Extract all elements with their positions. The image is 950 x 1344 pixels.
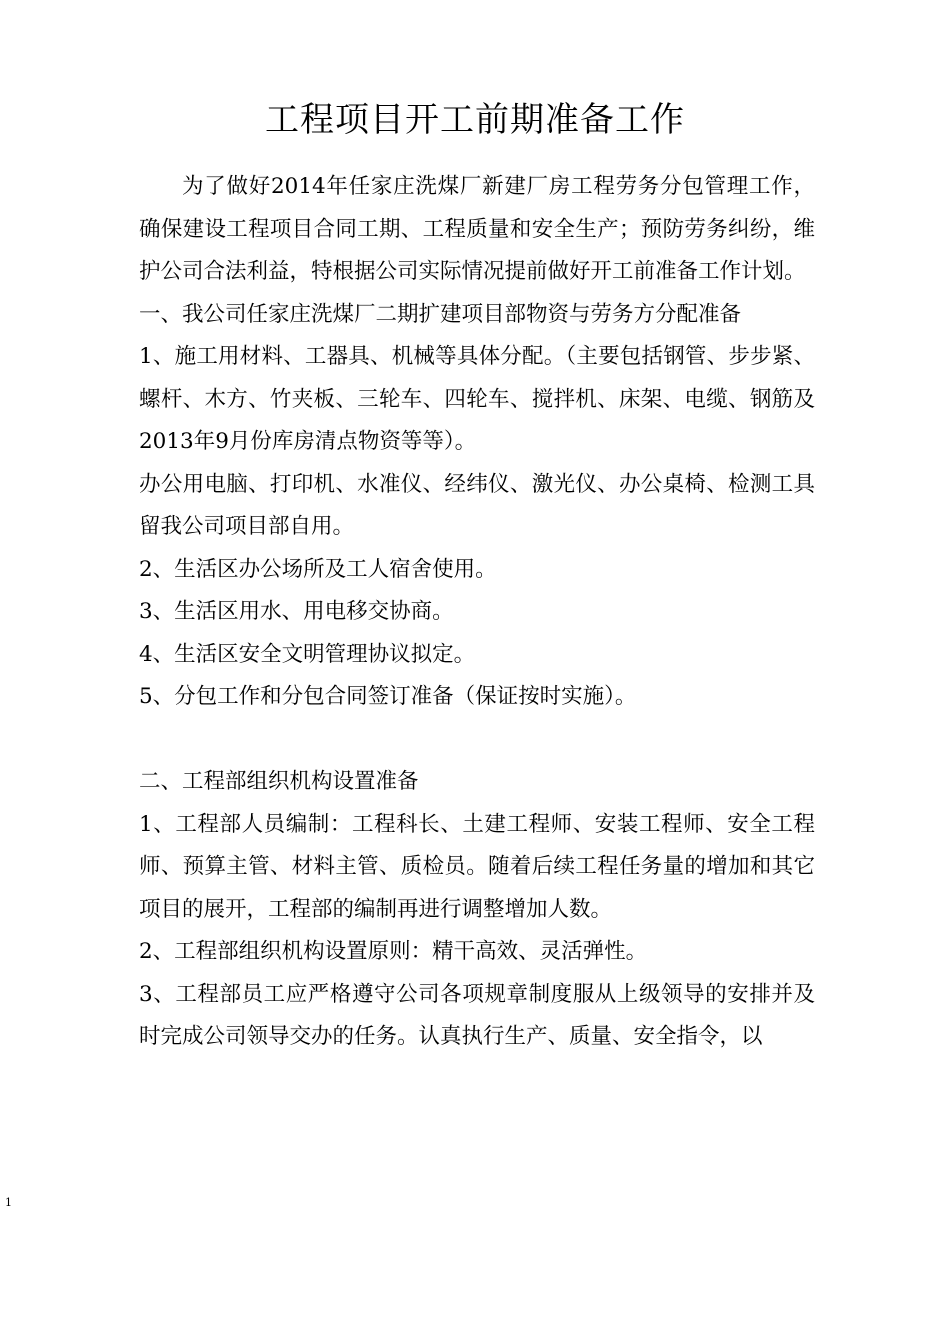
page-number: 1	[5, 1196, 12, 1209]
section-1-heading: 一、我公司任家庄洗煤厂二期扩建项目部物资与劳务方分配准备	[139, 301, 742, 327]
section-1-item-1: 1、施工用材料、工器具、机械等具体分配。（主要包括钢管、步步紧、螺杆、木方、竹夹板、三轮车、四轮车、搅拌机、床架、电缆、钢筋及2013年9月份库房清点物资等等）。	[139, 344, 815, 454]
document-body	[139, 166, 815, 1059]
section-1-item-office-equipment: 办公用电脑、打印机、水准仪、经纬仪、激光仪、办公桌椅、检测工具留我公司项目部自用。	[139, 471, 815, 539]
section-2-heading: 二、工程部组织机构设置准备	[139, 769, 419, 794]
section-2-item-2: 2、工程部组织机构设置原则：精干高效、灵活弹性。	[139, 939, 648, 964]
section-1-item-3: 3、生活区用水、用电移交协商。	[139, 599, 454, 624]
section-1-item-4: 4、生活区安全文明管理协议拟定。	[139, 641, 476, 667]
section-1-item-5: 5、分包工作和分包合同签订准备（保证按时实施）。	[139, 684, 637, 709]
section-2-item-3: 3、工程部员工应严格遵守公司各项规章制度服从上级领导的安排并及时完成公司领导交办的任务。认真执行生产、质量、安全指令，以	[139, 981, 815, 1049]
section-1-item-2: 2、生活区办公场所及工人宿舍使用。	[139, 556, 497, 582]
paragraph-spacer	[139, 719, 815, 762]
section-2-item-1: 1、工程部人员编制：工程科长、土建工程师、安装工程师、安全工程师、预算主管、材料主管、质检员。随着后续工程任务量的增加和其它项目的展开，工程部的编制再进行调整增加人数。	[139, 811, 815, 922]
document-title: 工程项目开工前期准备工作	[265, 100, 685, 140]
intro-paragraph: 为了做好2014年任家庄洗煤厂新建厂房工程劳务分包管理工作，确保建设工程项目合同工期、工程质量和安全生产；预防劳务纠纷，维护公司合法利益，特根据公司实际情况提前做好开工前准备工作计划。	[139, 174, 815, 284]
